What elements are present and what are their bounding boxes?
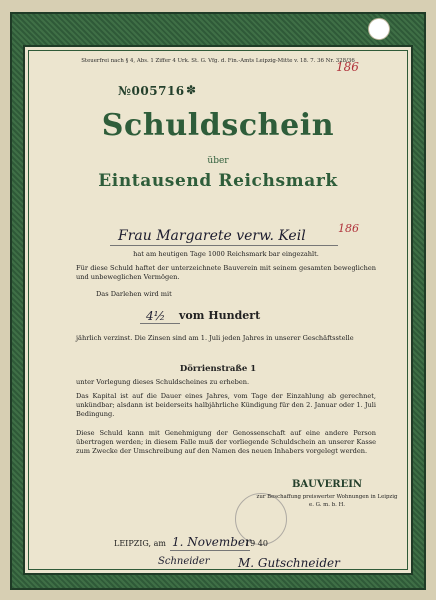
signature-second: M. Gutschneider bbox=[238, 556, 340, 570]
liability-paragraph: Für diese Schuld haftet der unterzeichnete Bauverein mit seinem gesamten beweglichen und unbeweglichen Vermögen. bbox=[76, 264, 376, 281]
collection-paragraph: unter Vorlegung dieses Schuldscheines zu erheben. bbox=[76, 378, 250, 386]
issuer-description bbox=[212, 493, 436, 509]
date-line bbox=[170, 550, 250, 551]
serial-number: №005716 bbox=[118, 84, 185, 98]
creditor-red-mark: 186 bbox=[338, 222, 359, 235]
office-street: Dörrienstraße 1 bbox=[179, 364, 257, 374]
title-connector: über bbox=[207, 156, 229, 166]
punch-hole bbox=[368, 18, 390, 40]
amount-title: Eintausend Reichsmark bbox=[98, 171, 338, 191]
loan-rate-intro: Das Darlehen wird mit bbox=[96, 290, 172, 298]
signature-first: Schneider bbox=[158, 556, 210, 567]
document-title: Schuldschein bbox=[101, 108, 335, 143]
date-handwritten: 1. November bbox=[172, 535, 251, 549]
rate-line bbox=[140, 323, 180, 324]
interest-rate-label: vom Hundert bbox=[179, 309, 261, 322]
creditor-name-handwritten: Frau Margarete verw. Keil bbox=[118, 228, 306, 244]
issuer-legal-form: e. G. m. b. H. bbox=[309, 502, 345, 508]
place-label: LEIPZIG, am bbox=[114, 539, 166, 548]
term-paragraph: Das Kapital ist auf die Dauer eines Jahres, vom Tage der Einzahlung ab gerechnet, unkündbar; alsdann ist beiderseits halbjährliche Kündigung für den 2. Januar oder 1. Juli Bedingung. bbox=[76, 392, 376, 418]
tax-exemption-note: Steuerfrei nach § 4, Abs. 1 Ziffer 4 Urk. St. G. Vfg. d. Fin.-Amts Leipzig-Mitte v. 18. 7. 36 Nr. 328/36 bbox=[81, 58, 355, 64]
year: 19 40 bbox=[245, 539, 268, 548]
interest-rate-handwritten: 4½ bbox=[146, 309, 166, 323]
serial-ornament: ✽ bbox=[186, 83, 197, 97]
red-pencil-mark: 186 bbox=[336, 60, 359, 74]
issuer-name: BAUVEREIN bbox=[291, 479, 363, 490]
deposit-line: hat am heutigen Tage 1000 Reichsmark bar eingezahlt. bbox=[133, 250, 319, 258]
name-line bbox=[110, 245, 338, 246]
transfer-paragraph: Diese Schuld kann mit Genehmigung der Genossenschaft auf eine andere Person übertragen werden; in diesem Falle muß der vorliegende Schuldschein an unserer Kasse zum Zwecke der Umschreibung auf den Namen des neuen Inhabers vorgelegt werden. bbox=[76, 429, 376, 455]
issuer-purpose: zur Beschaffung preiswerter Wohnungen in Leipzig bbox=[256, 494, 398, 500]
interest-paragraph: jährlich verzinst. Die Zinsen sind am 1. Juli jeden Jahres in unserer Geschäftsstelle bbox=[76, 334, 354, 342]
